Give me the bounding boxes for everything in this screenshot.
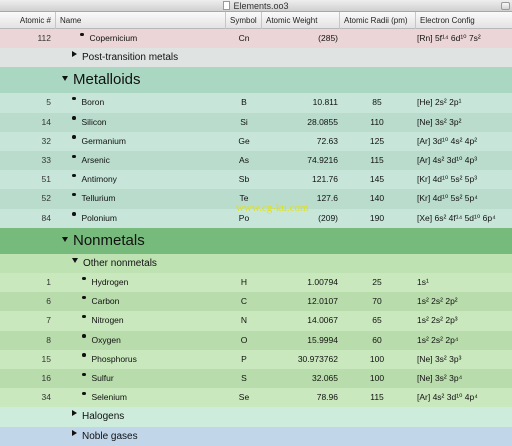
bullet-icon bbox=[82, 277, 86, 281]
window-title: Elements.oo3 bbox=[233, 1, 289, 11]
element-row[interactable] bbox=[0, 132, 512, 151]
electron-config-cell[interactable]: 1s² 2s² 2p⁴ bbox=[417, 334, 459, 345]
element-row[interactable] bbox=[0, 369, 512, 388]
bullet-icon bbox=[72, 174, 76, 178]
element-row[interactable] bbox=[0, 170, 512, 189]
electron-config-cell[interactable]: [He] 2s² 2p¹ bbox=[417, 97, 462, 108]
name-cell[interactable] bbox=[72, 93, 104, 112]
disclosure-expanded-icon[interactable] bbox=[72, 258, 78, 263]
atomic-radii-cell[interactable]: 25 bbox=[372, 277, 382, 287]
name-cell[interactable] bbox=[72, 113, 107, 132]
toolbar-toggle-button[interactable] bbox=[501, 2, 510, 10]
symbol-cell[interactable]: Po bbox=[238, 212, 250, 223]
element-row[interactable] bbox=[0, 388, 512, 407]
row-label: Phosphorus bbox=[91, 353, 137, 364]
name-cell[interactable] bbox=[72, 209, 117, 228]
electron-config-cell[interactable]: 1s¹ bbox=[417, 277, 429, 287]
atomic-radii-cell[interactable]: 140 bbox=[369, 193, 385, 204]
atomic-weight-cell[interactable]: 74.9216 bbox=[307, 155, 338, 165]
name-cell[interactable] bbox=[72, 151, 110, 170]
name-cell[interactable] bbox=[72, 427, 138, 446]
atomic-number-cell[interactable]: 7 bbox=[46, 315, 51, 326]
atomic-number-cell[interactable]: 8 bbox=[46, 334, 51, 345]
row-label: Sulfur bbox=[91, 373, 114, 383]
row-label: Post-transition metals bbox=[82, 52, 179, 64]
atomic-radii-cell[interactable]: 100 bbox=[369, 373, 385, 383]
element-row[interactable] bbox=[0, 311, 512, 330]
row-label: Nitrogen bbox=[91, 315, 124, 326]
disclosure-collapsed-icon[interactable] bbox=[72, 430, 77, 436]
atomic-weight-cell[interactable]: 32.065 bbox=[312, 373, 338, 383]
name-cell[interactable] bbox=[82, 350, 137, 369]
name-cell[interactable] bbox=[72, 170, 117, 189]
element-row[interactable] bbox=[0, 151, 512, 170]
bullet-icon bbox=[82, 334, 86, 338]
element-row[interactable] bbox=[0, 93, 512, 112]
atomic-radii-cell[interactable]: 85 bbox=[372, 97, 382, 108]
name-cell[interactable] bbox=[72, 189, 116, 208]
atomic-weight-cell[interactable]: 30.973762 bbox=[297, 353, 338, 364]
row-label: Carbon bbox=[91, 296, 120, 307]
symbol-cell[interactable]: Si bbox=[240, 116, 248, 127]
bullet-icon bbox=[82, 353, 86, 357]
electron-config-cell[interactable]: [Rn] 5f¹⁴ 6d¹⁰ 7s² bbox=[417, 33, 481, 43]
symbol-cell[interactable]: As bbox=[239, 155, 249, 165]
watermark: www.cg-ku.com bbox=[236, 202, 309, 214]
row-label: Germanium bbox=[81, 135, 126, 146]
atomic-weight-cell[interactable]: 15.9994 bbox=[307, 334, 338, 345]
element-row[interactable] bbox=[0, 331, 512, 350]
row-label: Antimony bbox=[81, 174, 117, 185]
disclosure-collapsed-icon[interactable] bbox=[72, 410, 77, 416]
section-row[interactable] bbox=[0, 407, 512, 426]
name-cell[interactable] bbox=[72, 132, 126, 151]
name-cell[interactable] bbox=[62, 228, 145, 254]
atomic-number-cell[interactable]: 16 bbox=[41, 373, 51, 383]
group-row[interactable] bbox=[0, 67, 512, 93]
column-name[interactable]: Name bbox=[56, 12, 226, 29]
row-label: Silicon bbox=[81, 116, 107, 127]
row-label: Oxygen bbox=[91, 334, 121, 345]
atomic-radii-cell[interactable]: 60 bbox=[372, 334, 382, 345]
column-electron-config[interactable]: Electron Config bbox=[420, 16, 475, 25]
element-row[interactable] bbox=[0, 273, 512, 292]
atomic-radii-cell[interactable]: 190 bbox=[369, 212, 385, 223]
name-cell[interactable] bbox=[72, 254, 157, 273]
atomic-number-cell[interactable]: 112 bbox=[37, 33, 51, 43]
atomic-weight-cell[interactable]: 72.63 bbox=[316, 135, 338, 146]
atomic-radii-cell[interactable] bbox=[342, 29, 412, 48]
column-atomic-number[interactable]: Atomic # bbox=[0, 12, 56, 29]
atomic-weight-cell[interactable]: (209) bbox=[318, 212, 338, 223]
row-label: Noble gases bbox=[82, 430, 138, 442]
atomic-weight-cell[interactable]: (285) bbox=[318, 33, 338, 43]
name-cell[interactable] bbox=[62, 67, 141, 93]
row-label: Nonmetals bbox=[73, 231, 145, 249]
electron-config-cell[interactable]: [Ne] 3s² 3p⁴ bbox=[417, 373, 463, 383]
bullet-icon bbox=[82, 373, 86, 377]
name-cell[interactable] bbox=[72, 407, 124, 426]
column-symbol[interactable]: Symbol bbox=[226, 12, 262, 29]
atomic-radii-cell[interactable]: 65 bbox=[372, 315, 382, 326]
row-label: Halogens bbox=[82, 411, 125, 423]
element-row[interactable] bbox=[0, 292, 512, 311]
column-header bbox=[0, 12, 512, 29]
symbol-cell[interactable]: H bbox=[240, 277, 248, 287]
symbol-cell[interactable]: O bbox=[240, 334, 248, 345]
electron-config-cell[interactable]: [Xe] 6s² 4f¹⁴ 5d¹⁰ 6p⁴ bbox=[417, 212, 496, 223]
atomic-radii-cell[interactable]: 115 bbox=[370, 155, 384, 165]
name-cell[interactable] bbox=[82, 388, 127, 407]
name-cell[interactable] bbox=[80, 29, 137, 48]
atomic-radii-cell[interactable]: 100 bbox=[369, 353, 385, 364]
bullet-icon bbox=[82, 392, 86, 396]
atomic-number-cell[interactable]: 1 bbox=[46, 277, 51, 287]
electron-config-cell[interactable]: 1s² 2s² 2p³ bbox=[417, 315, 458, 326]
name-cell[interactable] bbox=[82, 311, 124, 330]
name-cell[interactable] bbox=[82, 331, 121, 350]
atomic-radii-cell[interactable]: 110 bbox=[370, 116, 384, 127]
bullet-icon bbox=[72, 155, 76, 159]
element-row[interactable] bbox=[0, 189, 512, 208]
name-cell[interactable] bbox=[82, 273, 128, 292]
section-row[interactable] bbox=[0, 427, 512, 446]
atomic-weight-cell[interactable]: 121.76 bbox=[312, 174, 338, 185]
atomic-weight-cell[interactable]: 14.0067 bbox=[307, 315, 338, 326]
name-cell[interactable] bbox=[82, 292, 119, 311]
group-row[interactable] bbox=[0, 228, 512, 254]
section-row[interactable] bbox=[0, 48, 512, 67]
electron-config-cell[interactable]: [Ar] 4s² 3d¹⁰ 4p³ bbox=[417, 155, 478, 165]
electron-config-cell[interactable]: [Ne] 3s² 3p³ bbox=[417, 353, 462, 364]
row-label: Tellurium bbox=[81, 193, 116, 204]
atomic-weight-cell[interactable]: 127.6 bbox=[316, 193, 338, 204]
atomic-number-cell[interactable]: 33 bbox=[41, 155, 51, 165]
element-row[interactable] bbox=[0, 209, 512, 228]
electron-config-cell[interactable]: [Ne] 3s² 3p² bbox=[417, 116, 462, 127]
disclosure-expanded-icon[interactable] bbox=[62, 237, 68, 242]
atomic-number-cell[interactable]: 6 bbox=[46, 296, 51, 307]
atomic-number-cell[interactable]: 52 bbox=[41, 193, 51, 204]
symbol-cell[interactable]: Ge bbox=[238, 135, 250, 146]
column-atomic-radii[interactable]: Atomic Radii (pm) bbox=[340, 12, 416, 29]
row-label: Polonium bbox=[81, 212, 117, 223]
bullet-icon bbox=[72, 135, 76, 139]
electron-config-cell[interactable]: [Ar] 4s² 3d¹⁰ 4p⁴ bbox=[417, 392, 478, 403]
bullet-icon bbox=[72, 193, 76, 197]
row-label: Boron bbox=[81, 97, 105, 108]
symbol-cell[interactable]: Te bbox=[239, 193, 249, 204]
atomic-number-cell[interactable]: 32 bbox=[41, 135, 51, 146]
atomic-radii-cell[interactable]: 125 bbox=[369, 135, 385, 146]
row-label: Metalloids bbox=[73, 71, 141, 89]
disclosure-collapsed-icon[interactable] bbox=[72, 51, 77, 57]
row-label: Copernicium bbox=[89, 33, 138, 43]
bullet-icon bbox=[82, 315, 86, 319]
atomic-number-cell[interactable]: 14 bbox=[41, 116, 51, 127]
disclosure-expanded-icon[interactable] bbox=[62, 76, 68, 81]
row-label: Hydrogen bbox=[91, 277, 129, 287]
symbol-cell[interactable]: P bbox=[241, 353, 247, 364]
section-row[interactable] bbox=[0, 254, 512, 273]
atomic-weight-cell[interactable]: 12.0107 bbox=[307, 296, 338, 307]
bullet-icon bbox=[72, 212, 76, 216]
symbol-cell[interactable]: B bbox=[241, 97, 247, 108]
symbol-cell[interactable]: Se bbox=[238, 392, 250, 403]
element-row[interactable] bbox=[0, 350, 512, 369]
atomic-radii-cell[interactable]: 115 bbox=[370, 392, 384, 403]
atomic-weight-cell[interactable]: 10.811 bbox=[312, 97, 338, 108]
bullet-icon bbox=[82, 296, 86, 300]
atomic-weight-cell[interactable]: 28.0855 bbox=[307, 116, 338, 127]
element-row[interactable] bbox=[0, 113, 512, 132]
row-label: Selenium bbox=[91, 392, 127, 403]
electron-config-cell[interactable]: [Kr] 4d¹⁰ 5s² 5p³ bbox=[417, 174, 478, 185]
atomic-radii-cell[interactable]: 70 bbox=[372, 296, 382, 307]
symbol-cell[interactable]: Sb bbox=[238, 174, 250, 185]
bullet-icon bbox=[72, 97, 76, 101]
atomic-weight-cell[interactable]: 1.00794 bbox=[307, 277, 338, 287]
electron-config-cell[interactable]: 1s² 2s² 2p² bbox=[417, 296, 458, 307]
outline-rows bbox=[0, 29, 512, 442]
symbol-cell[interactable]: Cn bbox=[238, 33, 250, 43]
name-cell[interactable] bbox=[72, 48, 178, 67]
atomic-radii-cell[interactable]: 145 bbox=[369, 174, 385, 185]
document-icon bbox=[223, 1, 230, 10]
symbol-cell[interactable]: C bbox=[240, 296, 248, 307]
symbol-cell[interactable]: N bbox=[240, 315, 248, 326]
row-label: Other nonmetals bbox=[83, 257, 157, 269]
name-cell[interactable] bbox=[82, 369, 114, 388]
symbol-cell[interactable]: S bbox=[241, 373, 247, 383]
atomic-number-cell[interactable]: 84 bbox=[41, 212, 51, 223]
atomic-number-cell[interactable]: 15 bbox=[41, 353, 51, 364]
bullet-icon bbox=[80, 33, 84, 37]
electron-config-cell[interactable]: [Kr] 4d¹⁰ 5s² 5p⁴ bbox=[417, 193, 478, 204]
bullet-icon bbox=[72, 116, 76, 120]
row-label: Arsenic bbox=[81, 155, 110, 165]
atomic-number-cell[interactable]: 51 bbox=[41, 174, 51, 185]
atomic-number-cell[interactable]: 34 bbox=[41, 392, 51, 403]
electron-config-cell[interactable]: [Ar] 3d¹⁰ 4s² 4p² bbox=[417, 135, 478, 146]
atomic-number-cell[interactable]: 5 bbox=[46, 97, 51, 108]
element-row[interactable] bbox=[0, 29, 512, 48]
window-titlebar bbox=[0, 0, 512, 12]
column-atomic-weight[interactable]: Atomic Weight bbox=[262, 12, 340, 29]
atomic-weight-cell[interactable]: 78.96 bbox=[316, 392, 338, 403]
